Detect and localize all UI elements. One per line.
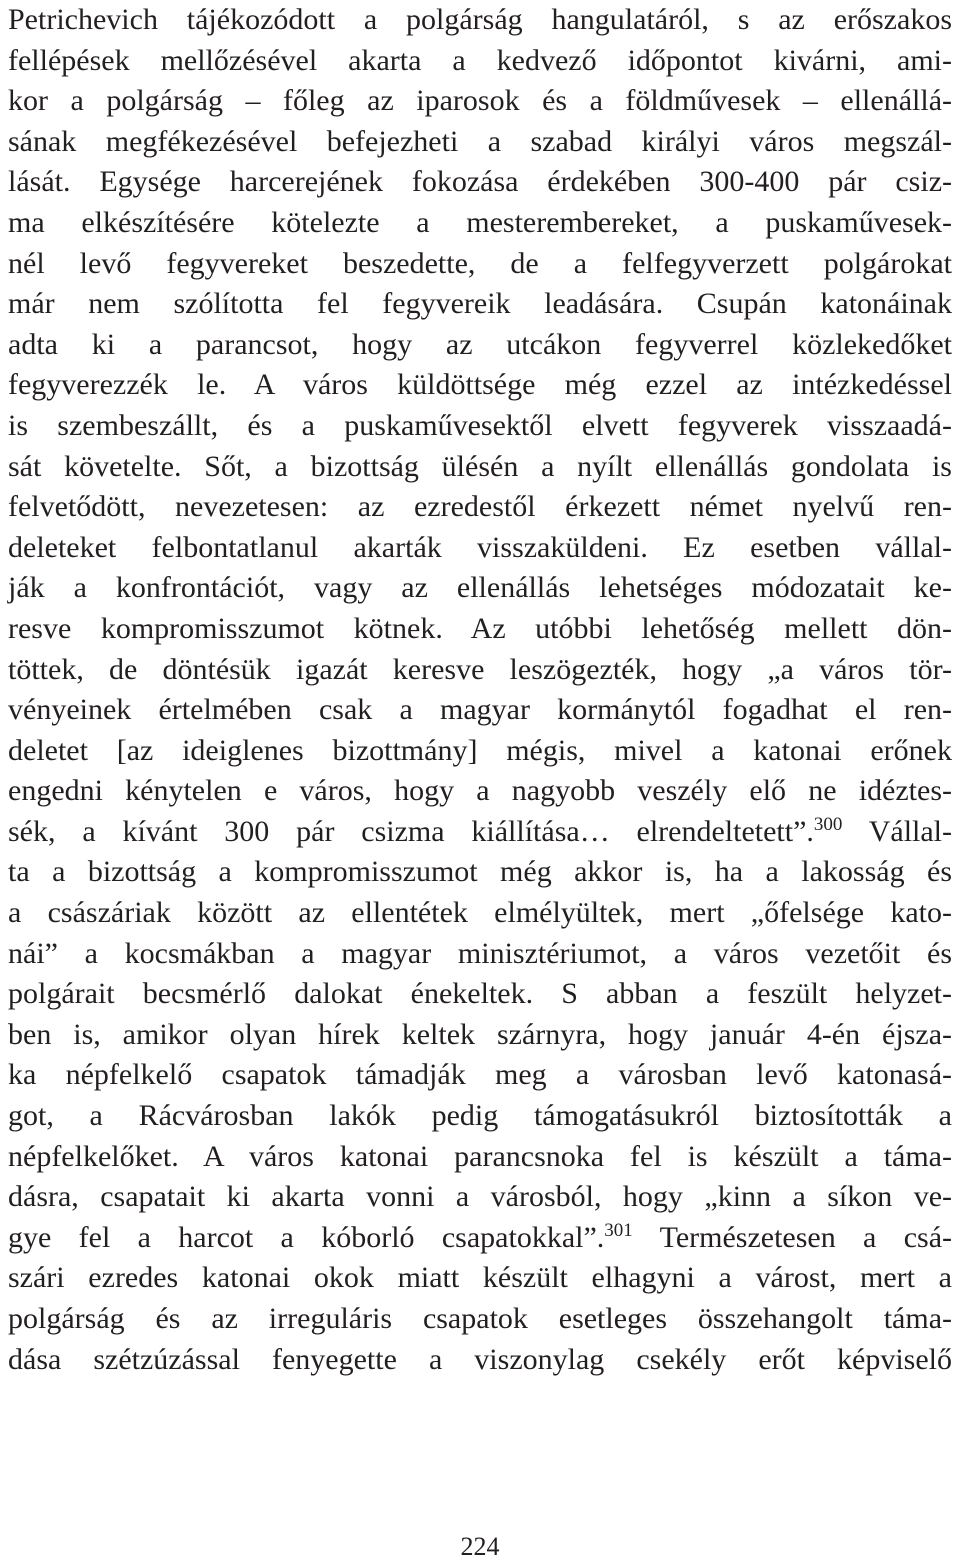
text-line: vényeinek értelmében csak a magyar kormánytól fogadhat el ren- (8, 693, 952, 727)
text-line: deleteket felbontatlanul akarták visszaküldeni. Ez esetben vállal- (8, 530, 952, 564)
text-line: kor a polgárság – főleg az iparosok és a földművesek – ellenállá- (8, 84, 952, 118)
text-line: dásra, csapatait ki akarta vonni a városból, hogy „kinn a síkon ve- (8, 1180, 952, 1214)
text-line: is szembeszállt, és a puskaművesektől elvett fegyverek visszaadá- (8, 408, 952, 442)
line-text-after: Természetesen a csá- (632, 1220, 952, 1254)
text-line: adta ki a parancsot, hogy az utcákon fegyverrel közlekedőket (8, 327, 952, 361)
text-line-with-footnote (8, 1218, 952, 1259)
text-line: Petrichevich tájékozódott a polgárság hangulatáról, s az erőszakos (8, 3, 952, 36)
text-line: polgárait becsmérlő dalokat énekeltek. S abban a feszült helyzet- (8, 977, 952, 1011)
text-line: got, a Rácvárosban lakók pedig támogatásukról biztosították a (8, 1099, 952, 1133)
text-line: sát követelte. Sőt, a bizottság ülésén a nyílt ellenállás gondolata is (8, 449, 952, 483)
line-text-before: sék, a kívánt 300 pár csizma kiállítása… elrendeltetett”. (8, 814, 814, 848)
text-line: lását. Egysége harcerejének fokozása érdekében 300-400 pár csiz- (8, 165, 952, 199)
line-text-before: gye fel a harcot a kóborló csapatokkal”. (8, 1220, 605, 1254)
text-line: ben is, amikor olyan hírek keltek szárnyra, hogy január 4-én éjsza- (8, 1017, 952, 1051)
text-line: töttek, de döntésük igazát keresve leszögezték, hogy „a város tör- (8, 652, 952, 686)
text-line-with-footnote (8, 812, 952, 853)
text-line: deletet [az ideiglenes bizottmány] mégis, mivel a katonai erőnek (8, 733, 952, 767)
text-line: nél levő fegyvereket beszedette, de a felfegyverzett polgárokat (8, 246, 952, 280)
footnote-ref-301[interactable]: 301 (604, 1219, 633, 1241)
line-text-after: Vállal- (842, 814, 953, 848)
text-line: ma elkészítésére kötelezte a mesterembereket, a puskaművesek- (8, 205, 952, 239)
text-line: népfelkelőket. A város katonai parancsnoka fel is készült a táma- (8, 1139, 952, 1173)
text-line: felvetődött, nevezetesen: az ezredestől érkezett német nyelvű ren- (8, 490, 952, 524)
text-line: polgárság és az irreguláris csapatok esetleges összehangolt táma- (8, 1302, 952, 1335)
text-line: a császáriak között az ellentétek elmélyültek, mert „őfelsége kato- (8, 896, 952, 930)
text-line: ják a konfrontációt, vagy az ellenállás lehetséges módozatait ke- (8, 571, 952, 605)
text-line: dása szétzúzással fenyegette a viszonylag csekély erőt képviselő (8, 1342, 952, 1376)
text-line: szári ezredes katonai okok miatt készült elhagyni a várost, mert a (8, 1261, 952, 1295)
text-line: ta a bizottság a kompromisszumot még akkor is, ha a lakosság és (8, 855, 952, 889)
page-number: 224 (460, 1532, 500, 1561)
footnote-ref-300[interactable]: 300 (813, 813, 843, 835)
body-text (8, 0, 952, 1380)
text-line: engedni kénytelen e város, hogy a nagyobb veszély elő ne idéztes- (8, 774, 952, 808)
text-line: fegyverezzék le. A város küldöttsége még ezzel az intézkedéssel (8, 368, 952, 402)
text-line: nái” a kocsmákban a magyar minisztériumot, a város vezetőit és (8, 936, 952, 970)
text-line: már nem szólította fel fegyvereik leadására. Csupán katonáinak (8, 287, 952, 321)
text-line: resve kompromisszumot kötnek. Az utóbbi lehetőség mellett dön- (8, 611, 952, 645)
text-line: fellépések mellőzésével akarta a kedvező időpontot kivárni, ami- (8, 43, 952, 77)
text-line: sának megfékezésével befejezheti a szabad királyi város megszál- (8, 124, 952, 158)
text-line: ka népfelkelő csapatok támadják meg a városban levő katonasá- (8, 1058, 952, 1092)
